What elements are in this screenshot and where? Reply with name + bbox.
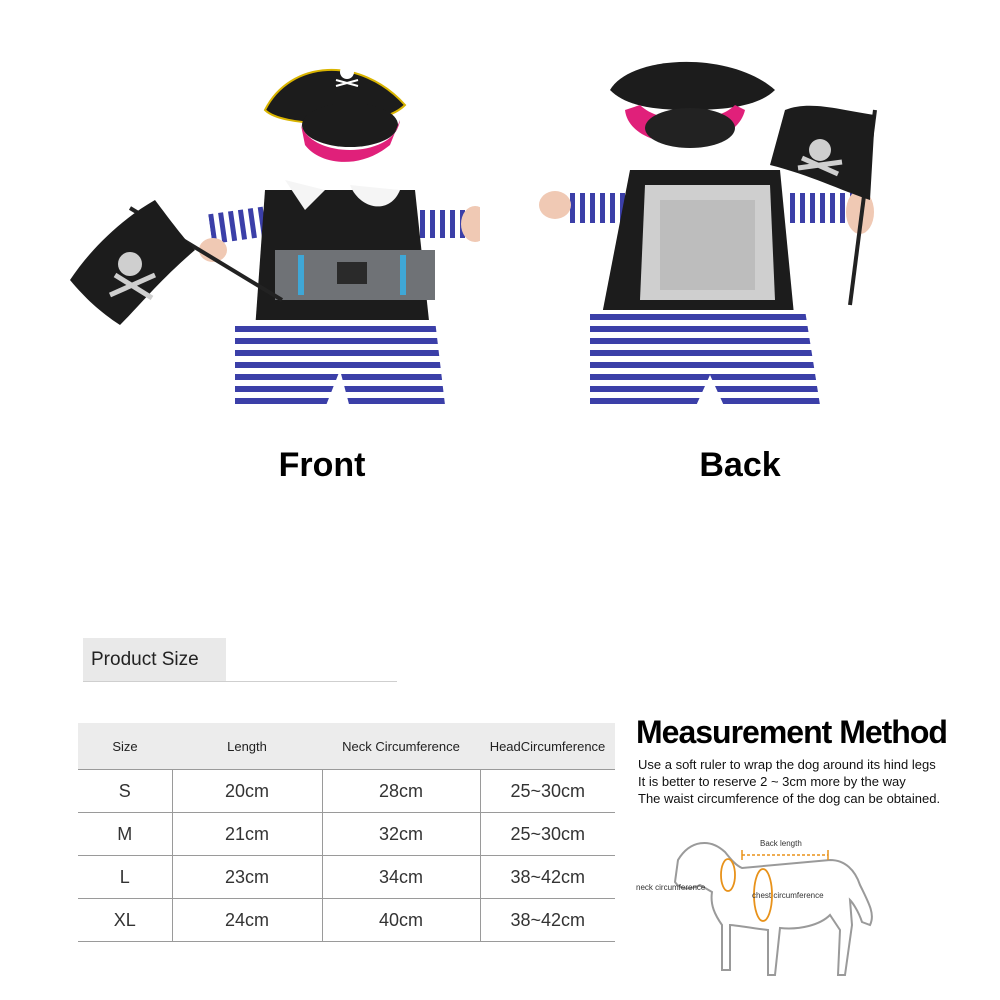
- back-costume-image: [530, 50, 950, 420]
- cell-length: 24cm: [172, 899, 322, 942]
- product-size-divider: [83, 681, 397, 682]
- dog-measurement-diagram: [630, 830, 880, 990]
- cell-size: S: [78, 770, 172, 813]
- cell-neck: 28cm: [322, 770, 480, 813]
- column-header-neck: Neck Circumference: [322, 723, 480, 770]
- front-label: Front: [278, 446, 366, 484]
- back-length-label: Back length: [760, 839, 802, 848]
- cell-length: 20cm: [172, 770, 322, 813]
- back-label: Back: [699, 446, 781, 484]
- column-header-size: Size: [78, 723, 172, 770]
- size-table: [78, 723, 615, 942]
- measurement-line-2: It is better to reserve 2 ~ 3cm more by the way: [638, 774, 906, 789]
- measurement-line-3: The waist circumference of the dog can be obtained.: [638, 791, 941, 806]
- cell-head: 25~30cm: [480, 770, 615, 813]
- pirate-hat-back: [610, 62, 775, 148]
- table-row: [78, 813, 615, 856]
- front-costume-image: [60, 50, 480, 420]
- column-header-head: HeadCircumference: [480, 723, 615, 770]
- table-row: [78, 899, 615, 942]
- cell-head: 38~42cm: [480, 856, 615, 899]
- size-table-header-row: [78, 723, 615, 770]
- cell-size: L: [78, 856, 172, 899]
- pirate-hat-front: [265, 65, 405, 162]
- neck-circumference-label: neck circumference: [636, 883, 706, 892]
- cell-length: 21cm: [172, 813, 322, 856]
- table-row: [78, 856, 615, 899]
- measurement-title: Measurement Method: [636, 714, 947, 750]
- cell-size: XL: [78, 899, 172, 942]
- column-header-length: Length: [172, 723, 322, 770]
- cell-length: 23cm: [172, 856, 322, 899]
- measurement-line-1: Use a soft ruler to wrap the dog around its hind legs: [638, 757, 936, 772]
- cell-neck: 34cm: [322, 856, 480, 899]
- cell-size: M: [78, 813, 172, 856]
- cell-neck: 40cm: [322, 899, 480, 942]
- product-size-header: Product Size: [83, 638, 226, 682]
- cell-head: 38~42cm: [480, 899, 615, 942]
- table-row: [78, 770, 615, 813]
- chest-circumference-label: chest circumference: [752, 891, 824, 900]
- dog-outline: [675, 843, 872, 975]
- cell-head: 25~30cm: [480, 813, 615, 856]
- cell-neck: 32cm: [322, 813, 480, 856]
